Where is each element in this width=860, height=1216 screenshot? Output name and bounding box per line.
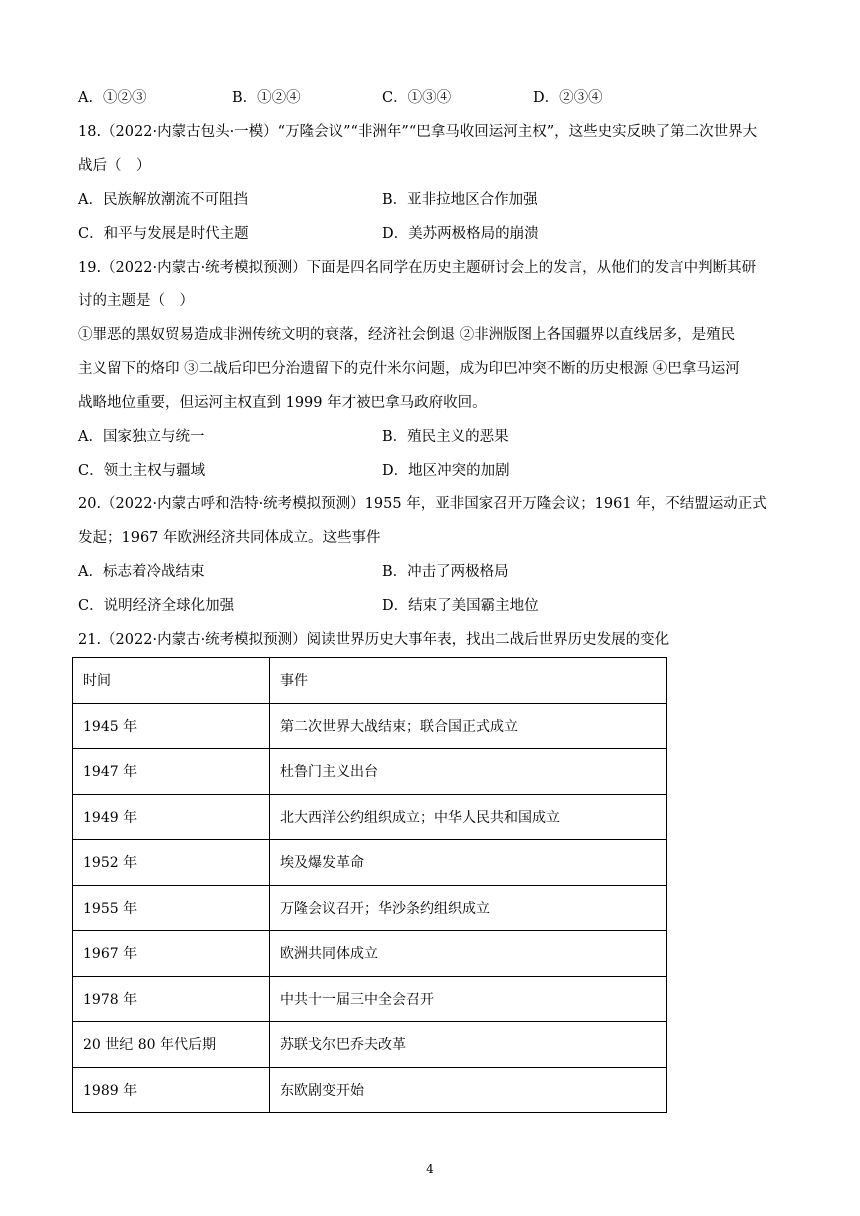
- q20-option-c: C．说明经济全球化加强: [78, 598, 235, 614]
- table-cell-time: 1989 年: [73, 1067, 270, 1113]
- q21-stem: 21.（2022·内蒙古·统考模拟预测）阅读世界历史大事年表，找出二战后世界历史发展的变化: [78, 632, 670, 648]
- table-cell-event: 东欧剧变开始: [270, 1067, 667, 1113]
- q18-stem-line2: 战后（ ）: [78, 158, 151, 174]
- q17-option-d: D．②③④: [533, 90, 603, 106]
- table-row: [73, 703, 667, 749]
- table-cell-time: 1967 年: [73, 931, 270, 977]
- history-events-table: [72, 657, 667, 1113]
- q18-option-a: A．民族解放潮流不可阻挡: [78, 192, 248, 208]
- table-cell-event: 埃及爆发革命: [270, 840, 667, 886]
- table-row: [73, 885, 667, 931]
- q20-option-d: D．结束了美国霸主地位: [382, 598, 539, 614]
- q17-option-b: B．①②④: [232, 90, 301, 106]
- table-cell-event: 第二次世界大战结束；联合国正式成立: [270, 703, 667, 749]
- table-cell-time: 1945 年: [73, 703, 270, 749]
- table-row: [73, 1022, 667, 1068]
- table-cell-event: 中共十一届三中全会召开: [270, 976, 667, 1022]
- q19-material-line1: ①罪恶的黑奴贸易造成非洲传统文明的衰落，经济社会倒退 ②非洲版图上各国疆界以直线居多，是殖民: [78, 327, 736, 343]
- table-row: [73, 840, 667, 886]
- q19-option-c: C．领土主权与疆域: [78, 463, 206, 479]
- q19-material-line2: 主义留下的烙印 ③二战后印巴分治遗留下的克什米尔问题，成为印巴冲突不断的历史根源 ④巴拿马运河: [78, 361, 740, 377]
- q20-option-b: B．冲击了两极格局: [382, 564, 509, 580]
- q20-stem-line1: 20.（2022·内蒙古呼和浩特·统考模拟预测）1955 年，亚非国家召开万隆会议；1961 年，不结盟运动正式: [78, 496, 767, 512]
- table-header-event: 事件: [270, 658, 667, 704]
- table-row: [73, 931, 667, 977]
- table-cell-time: 1952 年: [73, 840, 270, 886]
- table-row: [73, 794, 667, 840]
- table-header-row: [73, 658, 667, 704]
- table-cell-event: 万隆会议召开；华沙条约组织成立: [270, 885, 667, 931]
- q19-option-a: A．国家独立与统一: [78, 429, 205, 445]
- table-cell-event: 苏联戈尔巴乔夫改革: [270, 1022, 667, 1068]
- table-header-time: 时间: [73, 658, 270, 704]
- page-number: 4: [426, 1162, 434, 1176]
- q20-stem-line2: 发起；1967 年欧洲经济共同体成立。这些事件: [78, 530, 381, 546]
- q19-stem-line2: 讨的主题是（ ）: [78, 293, 194, 309]
- q17-option-c: C．①③④: [382, 90, 452, 106]
- q18-option-d: D．美苏两极格局的崩溃: [382, 226, 539, 242]
- table-row: [73, 1067, 667, 1113]
- q18-option-c: C．和平与发展是时代主题: [78, 226, 249, 242]
- table-row: [73, 976, 667, 1022]
- table-cell-event: 杜鲁门主义出台: [270, 749, 667, 795]
- table-cell-time: 1978 年: [73, 976, 270, 1022]
- q18-stem-line1: 18.（2022·内蒙古包头·一模）“万隆会议”“非洲年”“巴拿马收回运河主权”，这些史实反映了第二次世界大: [78, 124, 758, 140]
- q19-option-b: B．殖民主义的恶果: [382, 429, 509, 445]
- table-cell-time: 1947 年: [73, 749, 270, 795]
- q19-material-line3: 战略地位重要，但运河主权直到 1999 年才被巴拿马政府收回。: [78, 395, 487, 411]
- table-cell-event: 欧洲共同体成立: [270, 931, 667, 977]
- q17-option-a: A．①②③: [78, 90, 147, 106]
- q20-option-a: A．标志着冷战结束: [78, 564, 205, 580]
- q19-option-d: D．地区冲突的加剧: [382, 463, 510, 479]
- table-cell-event: 北大西洋公约组织成立；中华人民共和国成立: [270, 794, 667, 840]
- table-cell-time: 1949 年: [73, 794, 270, 840]
- table-row: [73, 749, 667, 795]
- table-cell-time: 1955 年: [73, 885, 270, 931]
- q18-option-b: B．亚非拉地区合作加强: [382, 192, 538, 208]
- q19-stem-line1: 19.（2022·内蒙古·统考模拟预测）下面是四名同学在历史主题研讨会上的发言，从他们的发言中判断其研: [78, 260, 757, 276]
- table-cell-time: 20 世纪 80 年代后期: [73, 1022, 270, 1068]
